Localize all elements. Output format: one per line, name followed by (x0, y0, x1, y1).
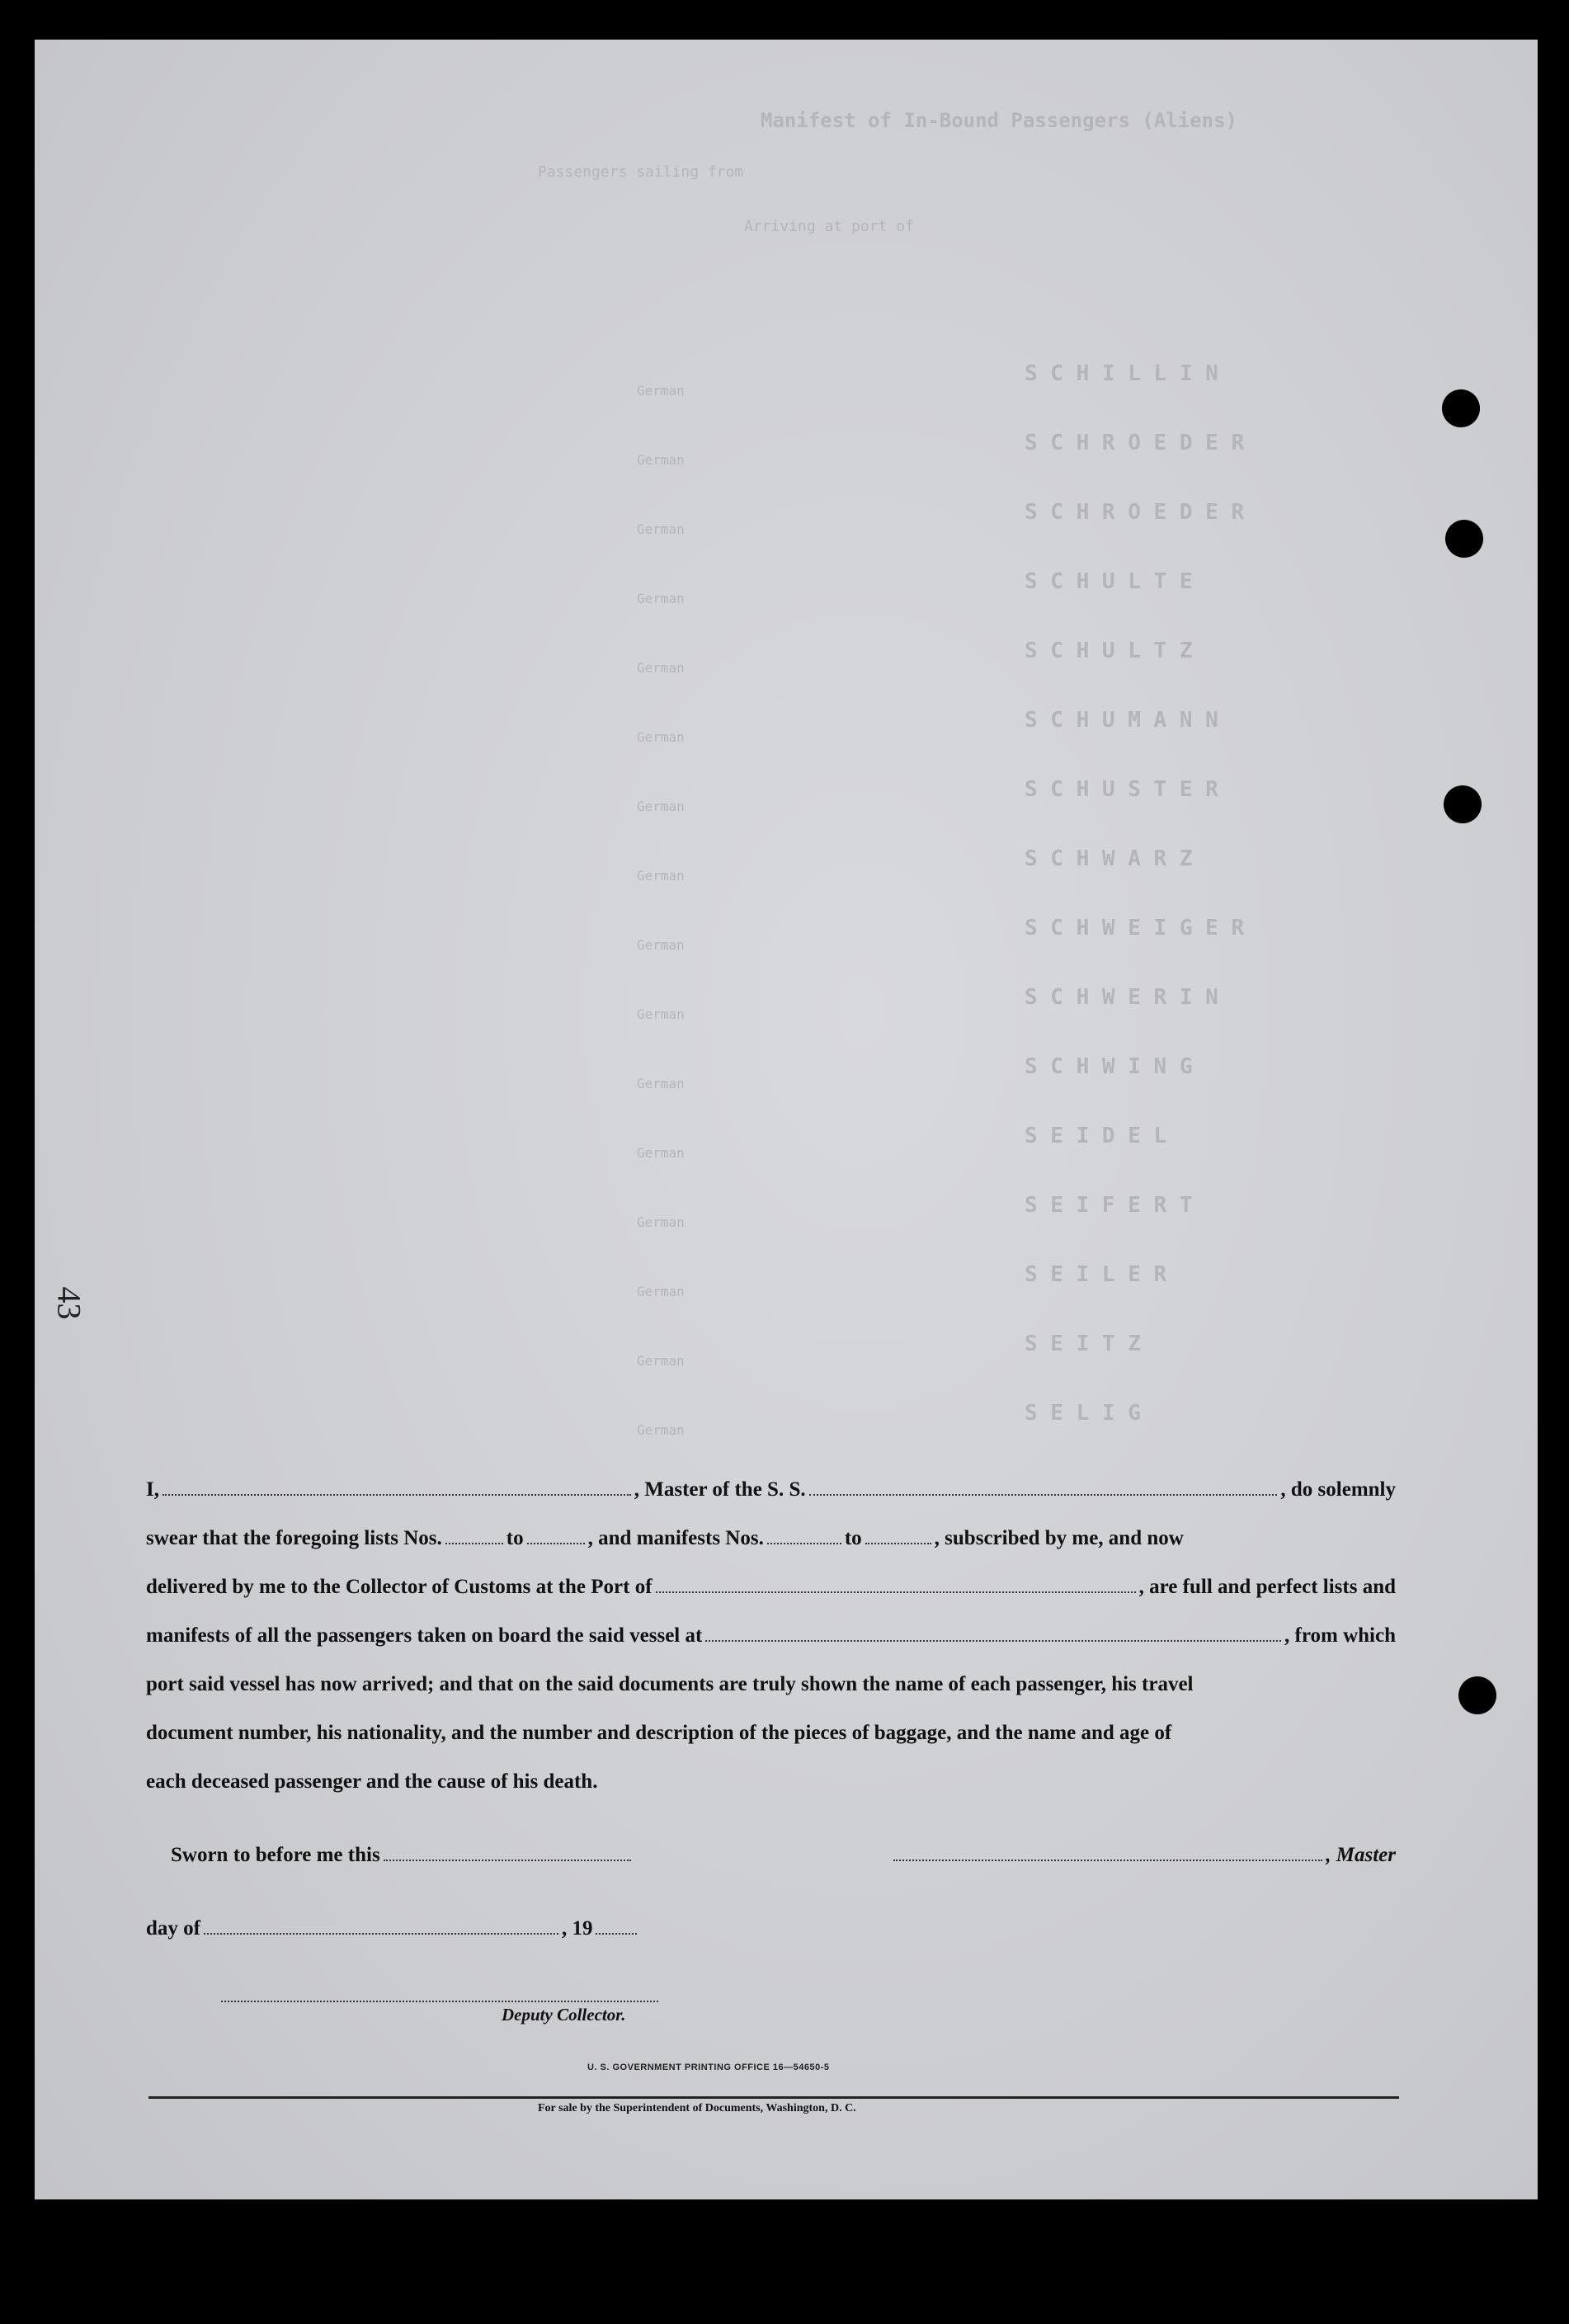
faded-passenger-name: S C H R O E D E R (1025, 431, 1245, 455)
cert-text: , 19 (561, 1917, 593, 1940)
cert-text: to (506, 1527, 524, 1549)
faded-passenger-country: German (637, 729, 685, 745)
manifest-no-from-blank[interactable] (767, 1528, 841, 1544)
cert-text: port said vessel has now arrived; and that on the said documents are truly shown the name of each passenger, his travel (146, 1673, 1194, 1695)
cert-text: , do solemnly (1280, 1478, 1397, 1501)
cert-text: , and manifests Nos. (587, 1527, 764, 1549)
faded-passenger-name: S E I D E L (1025, 1124, 1167, 1148)
faded-passenger-name: S E I T Z (1025, 1332, 1141, 1356)
master-signature-blank[interactable] (893, 1845, 1322, 1861)
faded-passenger-country: German (637, 1422, 685, 1438)
cert-line-1 (146, 1465, 1396, 1514)
punch-hole (1442, 389, 1480, 427)
footer-rule (148, 2096, 1399, 2099)
faded-passenger-name: S C H U L T E (1025, 569, 1193, 594)
faded-passenger-country: German (637, 1006, 685, 1022)
cert-text: , Master of the S. S. (634, 1478, 806, 1501)
printing-office-imprint: U. S. GOVERNMENT PRINTING OFFICE 16—54650-5 (587, 2062, 830, 2072)
faded-passenger-name: S C H U S T E R (1025, 777, 1218, 802)
faded-passenger-name: S C H W I N G (1025, 1054, 1193, 1079)
cert-text: , from which (1284, 1624, 1396, 1647)
cert-text: , subscribed by me, and now (934, 1527, 1184, 1549)
port-blank[interactable] (656, 1577, 1136, 1593)
cert-text: day of (146, 1917, 200, 1940)
faded-passenger-country: German (637, 799, 685, 814)
sale-notice: For sale by the Superintendent of Documents, Washington, D. C. (538, 2102, 856, 2114)
manifest-no-to-blank[interactable] (865, 1528, 931, 1544)
faded-passenger-name: S C H U M A N N (1025, 708, 1218, 733)
cert-text: manifests of all the passengers taken on board the said vessel at (146, 1624, 703, 1647)
cert-text: each deceased passenger and the cause of his death. (146, 1770, 598, 1793)
faded-passenger-name: S C H U L T Z (1025, 639, 1193, 663)
faded-passenger-country: German (637, 660, 685, 676)
faded-passenger-country: German (637, 1214, 685, 1230)
punch-hole (1458, 1676, 1496, 1714)
faded-passenger-name: S C H W E I G E R (1025, 916, 1245, 940)
cert-text: delivered by me to the Collector of Customs at the Port of (146, 1576, 653, 1598)
deputy-collector-label: Deputy Collector. (502, 2005, 626, 2025)
cert-line-4 (146, 1611, 1396, 1660)
cert-text: Sworn to before me this (171, 1844, 380, 1866)
faded-passenger-name: S E I L E R (1025, 1262, 1167, 1287)
faded-passenger-name: S E I F E R T (1025, 1193, 1193, 1218)
sworn-date-blank[interactable] (384, 1845, 631, 1861)
faded-passenger-name: S E L I G (1025, 1401, 1141, 1426)
faded-passenger-country: German (637, 937, 685, 953)
faded-header-arriving: Arriving at port of (744, 218, 914, 235)
punch-hole (1445, 520, 1483, 558)
faded-passenger-name: S C H W A R Z (1025, 846, 1193, 871)
cert-line-5 (146, 1660, 1396, 1709)
list-no-to-blank[interactable] (527, 1528, 585, 1544)
faded-passenger-country: German (637, 591, 685, 606)
list-no-from-blank[interactable] (445, 1528, 503, 1544)
faded-passenger-country: German (637, 383, 685, 398)
faded-header-sailing: Passengers sailing from (538, 163, 744, 181)
day-of-blank[interactable] (204, 1918, 558, 1935)
master-certificate (146, 1465, 1396, 1953)
faded-passenger-country: German (637, 521, 685, 537)
cert-text: document number, his nationality, and the number and description of the pieces of baggage, and the name and age of (146, 1722, 1172, 1744)
faded-passenger-country: German (637, 1284, 685, 1299)
faded-passenger-name: S C H W E R I N (1025, 985, 1218, 1010)
master-name-blank[interactable] (163, 1479, 631, 1496)
year-blank[interactable] (596, 1918, 637, 1935)
cert-text: swear that the foregoing lists Nos. (146, 1527, 442, 1549)
vessel-name-blank[interactable] (809, 1479, 1278, 1496)
margin-handwritten-number: 43 (50, 1286, 88, 1320)
faded-passenger-country: German (637, 1076, 685, 1091)
faded-passenger-country: German (637, 1145, 685, 1161)
faded-passenger-name: S C H I L L I N (1025, 361, 1218, 386)
faded-passenger-name: S C H R O E D E R (1025, 500, 1245, 525)
cert-line-2 (146, 1514, 1396, 1563)
cert-text: to (844, 1527, 862, 1549)
cert-text: I, (146, 1478, 159, 1501)
cert-text: , are full and perfect lists and (1138, 1576, 1396, 1598)
cert-line-6 (146, 1709, 1396, 1757)
cert-line-3 (146, 1563, 1396, 1611)
deputy-signature-blank[interactable] (221, 2001, 658, 2002)
faded-passenger-country: German (637, 1353, 685, 1369)
sworn-line (146, 1831, 1396, 1879)
embarkation-port-blank[interactable] (705, 1625, 1281, 1642)
faded-passenger-country: German (637, 868, 685, 884)
day-of-line (146, 1904, 1396, 1953)
punch-hole (1444, 785, 1482, 823)
faded-passenger-country: German (637, 452, 685, 468)
cert-text: , Master (1326, 1844, 1396, 1866)
faded-header-title: Manifest of In-Bound Passengers (Aliens) (761, 109, 1237, 132)
cert-line-7 (146, 1757, 1396, 1806)
